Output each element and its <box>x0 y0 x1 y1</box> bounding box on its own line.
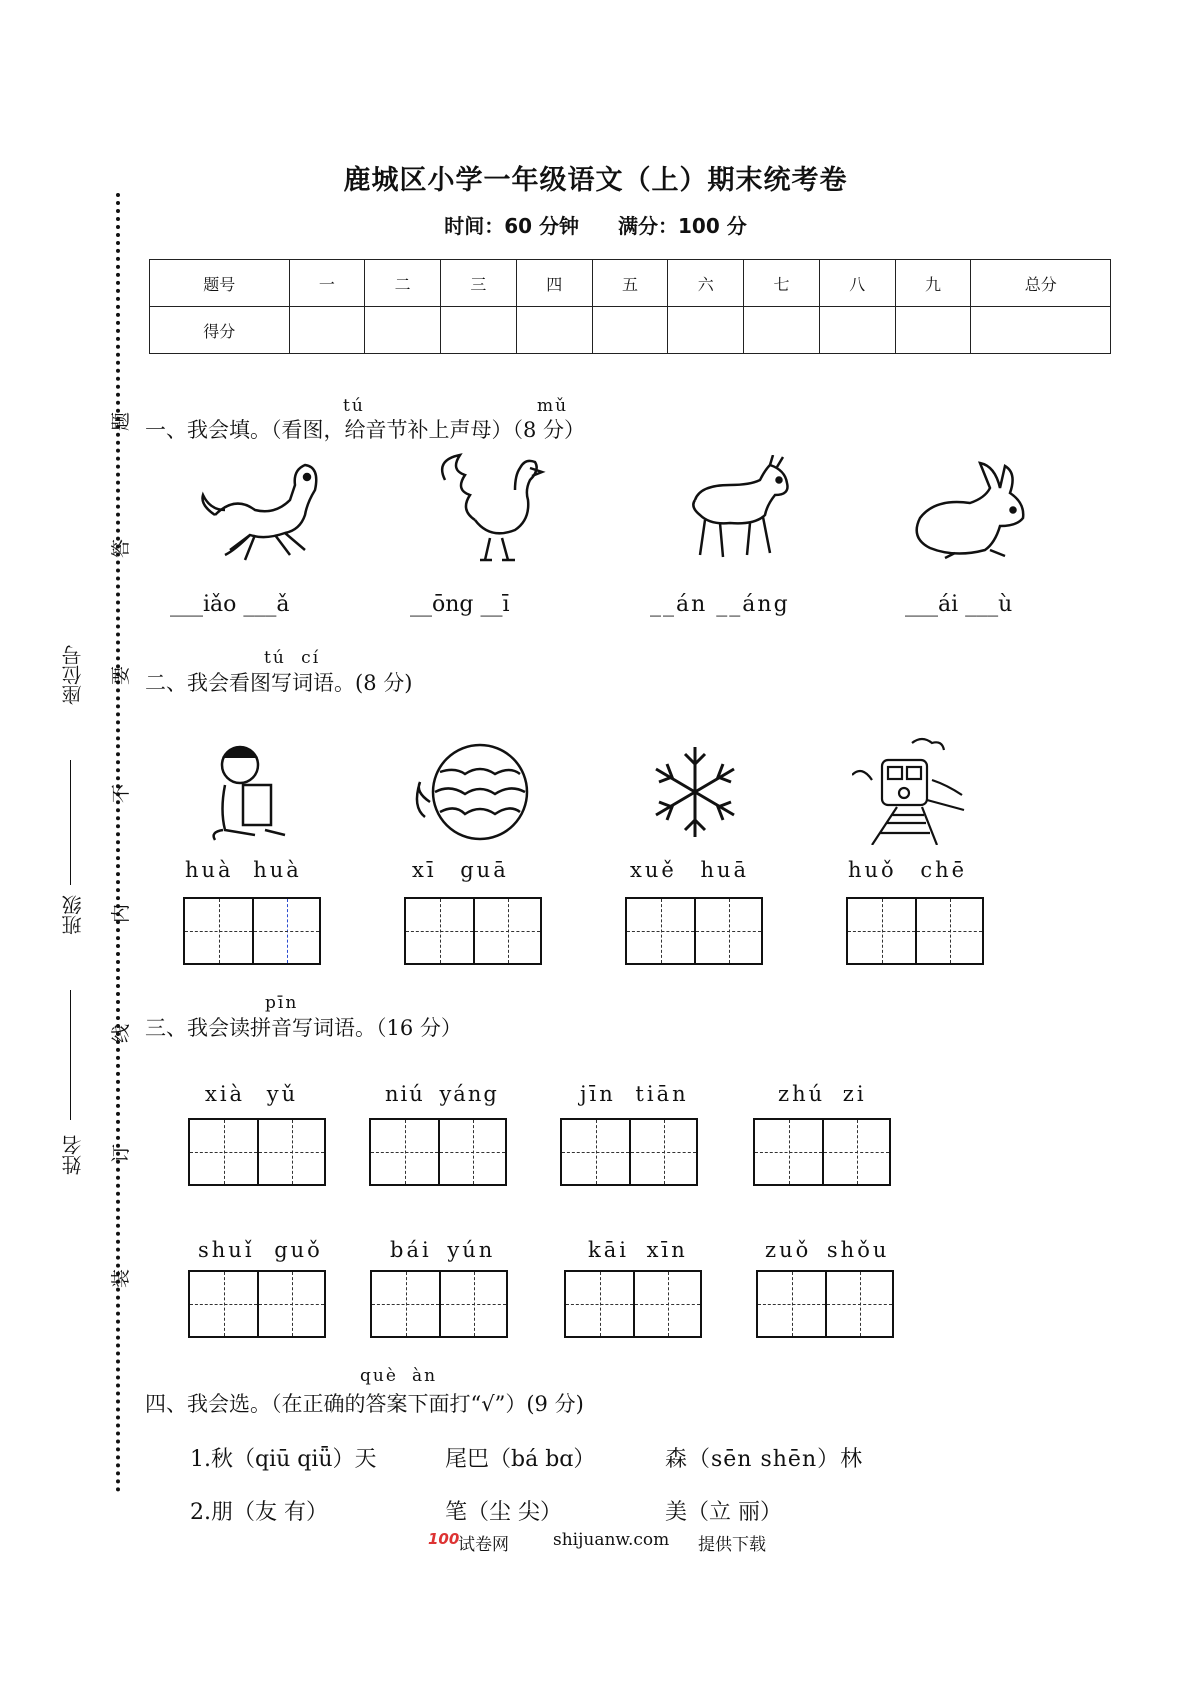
writing-grid[interactable] <box>756 1270 894 1338</box>
q4-item-2c[interactable]: 美（立 丽） <box>665 1500 782 1525</box>
writing-grid[interactable] <box>564 1270 702 1338</box>
table-cell: 三 <box>441 260 517 307</box>
grid-cell[interactable] <box>406 899 473 963</box>
table-cell: 四 <box>516 260 592 307</box>
score-table-header-row <box>150 260 1111 307</box>
writing-grid[interactable] <box>404 897 542 965</box>
q1-fill-3[interactable]: __án __áng <box>650 592 790 617</box>
table-cell: 一 <box>289 260 365 307</box>
q2-pinyin-3: xuě huā <box>630 858 750 882</box>
grid-cell[interactable] <box>848 899 915 963</box>
question-2-label: 二、我会看图写词语。(8 分) <box>145 671 413 695</box>
binding-char: 线 <box>110 1023 133 1044</box>
grid-cell[interactable] <box>822 1120 889 1184</box>
q3-pinyin-6: bái yún <box>390 1238 496 1262</box>
writing-grid[interactable] <box>188 1270 326 1338</box>
grid-cell[interactable] <box>252 899 319 963</box>
score-input-cell[interactable] <box>441 307 517 354</box>
rooster-icon <box>430 450 550 565</box>
question-4-label: 四、我会选。（在正确的答案下面打“√”）(9 分) <box>145 1392 584 1416</box>
table-cell: 九 <box>895 260 971 307</box>
q4-item-2b[interactable]: 笔（尘 尖） <box>445 1500 562 1525</box>
exam-full-score: 满分：100 分 <box>618 214 747 238</box>
grid-cell[interactable] <box>372 1272 439 1336</box>
question-1-label: 一、我会填。（看图，给音节补上声母）（8 分） <box>145 418 586 442</box>
q2-pinyin-1: huà huà <box>185 858 302 882</box>
score-input-cell[interactable] <box>744 307 820 354</box>
question-3-label: 三、我会读拼音写词语。（16 分） <box>145 1016 462 1040</box>
score-input-cell[interactable] <box>971 307 1111 354</box>
train-icon <box>852 735 967 845</box>
name-label: 姓名 <box>61 1135 85 1175</box>
grid-cell[interactable] <box>190 1120 257 1184</box>
site-logo: 100 <box>428 1530 460 1548</box>
ruby-tu-ci: tú cí <box>264 648 321 668</box>
writing-grid[interactable] <box>370 1270 508 1338</box>
score-input-cell[interactable] <box>819 307 895 354</box>
table-cell: 五 <box>592 260 668 307</box>
snowflake-icon <box>645 742 745 842</box>
q3-pinyin-8: zuǒ shǒu <box>765 1238 890 1262</box>
q3-pinyin-2: niú yáng <box>385 1082 499 1106</box>
writing-grid[interactable] <box>560 1118 698 1186</box>
score-input-cell[interactable] <box>289 307 365 354</box>
grid-cell[interactable] <box>755 1120 822 1184</box>
q4-item-1b[interactable]: 尾巴（bá bɑ） <box>445 1447 596 1472</box>
ruby-que: què <box>360 1366 398 1386</box>
writing-grid[interactable] <box>369 1118 507 1186</box>
grid-cell[interactable] <box>633 1272 700 1336</box>
class-label: 班级 <box>61 895 85 935</box>
q3-pinyin-3: jīn tiān <box>580 1082 689 1106</box>
grid-cell[interactable] <box>629 1120 696 1184</box>
binding-char: 答 <box>110 538 133 559</box>
score-input-cell[interactable] <box>516 307 592 354</box>
site-name: 试卷网 <box>458 1535 509 1555</box>
score-input-cell[interactable] <box>895 307 971 354</box>
writing-grid[interactable] <box>625 897 763 965</box>
page-title: 鹿城区小学一年级语文（上）期末统考卷 <box>343 165 848 196</box>
q1-fill-1[interactable]: ___iǎo ___ǎ <box>170 592 290 617</box>
table-cell: 得分 <box>150 307 290 354</box>
q4-item-1c[interactable]: 森（sēn shēn）林 <box>665 1447 864 1472</box>
q2-pinyin-2: xī guā <box>412 858 509 882</box>
table-cell: 题号 <box>150 260 290 307</box>
score-input-cell[interactable] <box>592 307 668 354</box>
grid-cell[interactable] <box>438 1120 505 1184</box>
q2-pinyin-4: huǒ chē <box>848 858 968 882</box>
score-input-cell[interactable] <box>668 307 744 354</box>
grid-cell[interactable] <box>562 1120 629 1184</box>
table-cell: 八 <box>819 260 895 307</box>
grid-cell[interactable] <box>185 899 252 963</box>
table-cell: 六 <box>668 260 744 307</box>
class-line[interactable] <box>70 990 71 1120</box>
binding-char: 不 <box>110 783 133 804</box>
binding-char: 订 <box>110 1143 133 1164</box>
q1-fill-4[interactable]: ___ái ___ù <box>905 592 1013 617</box>
exam-info <box>0 210 1191 239</box>
q3-pinyin-5: shuǐ guǒ <box>198 1238 323 1262</box>
q3-pinyin-1: xià yǔ <box>205 1082 299 1106</box>
goat-icon <box>675 455 795 565</box>
grid-cell[interactable] <box>915 899 982 963</box>
binding-char: 要 <box>110 665 133 686</box>
q4-item-2a[interactable]: 2.朋（友 有） <box>190 1500 328 1525</box>
grid-cell[interactable] <box>566 1272 633 1336</box>
table-cell: 二 <box>365 260 441 307</box>
score-input-cell[interactable] <box>365 307 441 354</box>
exam-time: 时间：60 分钟 <box>444 214 580 238</box>
grid-cell[interactable] <box>190 1272 257 1336</box>
ruby-mu: mǔ <box>537 396 569 416</box>
q3-pinyin-7: kāi xīn <box>588 1238 688 1262</box>
grid-cell[interactable] <box>825 1272 892 1336</box>
writing-grid[interactable] <box>753 1118 891 1186</box>
grid-cell[interactable] <box>627 899 694 963</box>
score-table <box>149 259 1111 354</box>
rabbit-icon <box>905 458 1035 568</box>
ruby-an: àn <box>412 1366 438 1386</box>
grid-cell[interactable] <box>758 1272 825 1336</box>
site-url[interactable]: shijuanw.com <box>553 1530 670 1550</box>
writing-grid[interactable] <box>183 897 321 965</box>
table-cell: 七 <box>744 260 820 307</box>
boy-drawing-icon <box>205 740 295 845</box>
seat-number-label: 座位号 <box>61 645 85 705</box>
grid-cell[interactable] <box>257 1272 324 1336</box>
binding-char: 题 <box>110 411 133 432</box>
table-cell: 总分 <box>971 260 1111 307</box>
horse-icon <box>195 455 325 565</box>
download-text: 提供下载 <box>698 1535 766 1555</box>
ruby-tu: tú <box>343 396 365 416</box>
score-table-score-row <box>150 307 1111 354</box>
ruby-pin: pīn <box>265 993 299 1013</box>
writing-grid[interactable] <box>846 897 984 965</box>
grid-cell[interactable] <box>371 1120 438 1184</box>
writing-grid[interactable] <box>188 1118 326 1186</box>
binding-dotted-line <box>116 193 120 1493</box>
grid-cell[interactable] <box>257 1120 324 1184</box>
grid-cell[interactable] <box>473 899 540 963</box>
binding-char: 内 <box>110 903 133 924</box>
grid-cell[interactable] <box>439 1272 506 1336</box>
q4-item-1a[interactable]: 1.秋（qiū qiǖ）天 <box>190 1447 377 1472</box>
seat-number-line[interactable] <box>70 760 71 885</box>
q3-pinyin-4: zhú zi <box>778 1082 867 1106</box>
binding-char: 装 <box>110 1268 133 1289</box>
watermelon-icon <box>410 742 535 842</box>
grid-cell[interactable] <box>694 899 761 963</box>
q1-fill-2[interactable]: __ōng __ī <box>410 592 510 617</box>
